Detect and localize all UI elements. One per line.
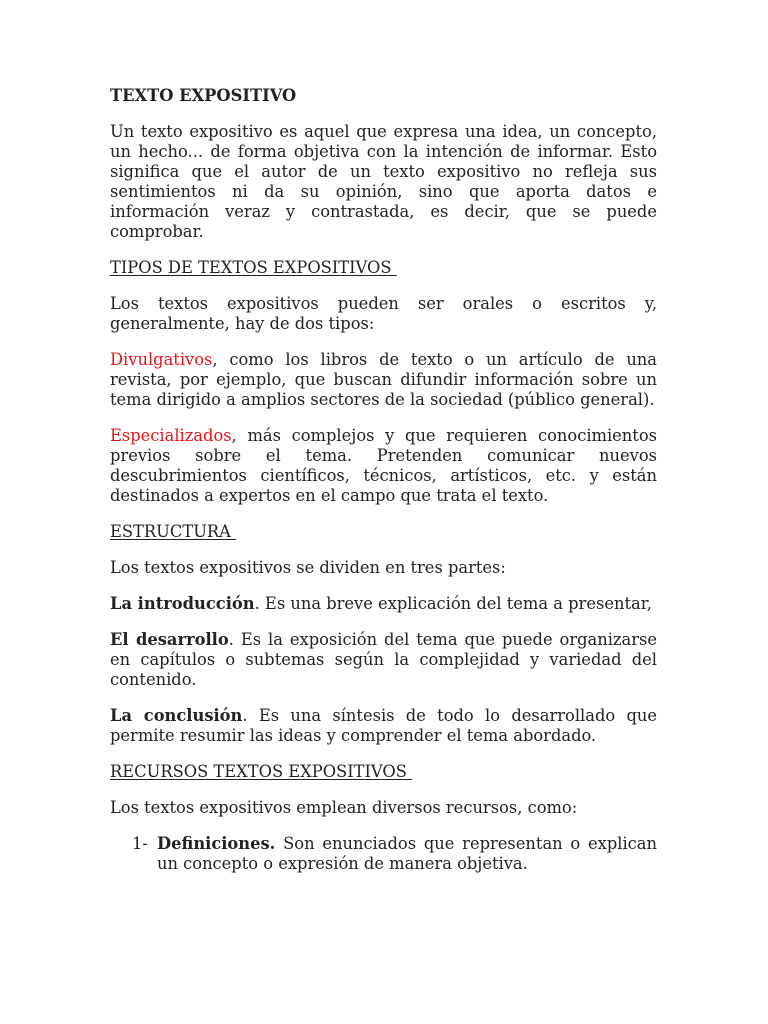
document-page — [110, 86, 657, 874]
recursos-intro-paragraph: Los textos expositivos emplean diversos recursos, como: — [110, 798, 578, 817]
list-item-body — [157, 834, 657, 873]
desarrollo-text: . Es la exposición del tema que puede organizarse en capítulos o subtemas según la complejidad y variedad del contenido. — [110, 630, 657, 689]
list-item-number: 1- — [132, 834, 148, 853]
tipos-intro-paragraph: Los textos expositivos pueden ser orales o escritos y, generalmente, hay de dos tipos: — [110, 294, 657, 333]
desarrollo-term: El desarrollo — [110, 630, 229, 649]
especializados-term: Especializados — [110, 426, 232, 445]
intro-paragraph: Un texto expositivo es aquel que expresa una idea, un concepto, un hecho... de forma objetiva con la intención de informar. Esto significa que el autor de un texto expositivo no refleja sus sentimientos ni da su opinión, sino que aporta datos e información veraz y contrastada, es decir, que se puede comprobar. — [110, 122, 657, 241]
section-heading-tipos: TIPOS DE TEXTOS EXPOSITIVOS — [110, 258, 397, 277]
introduccion-term: La introducción — [110, 594, 255, 613]
conclusion-term: La conclusión — [110, 706, 243, 725]
divulgativos-term: Divulgativos — [110, 350, 213, 369]
list-item-term: Definiciones. — [157, 834, 276, 853]
document-title: TEXTO EXPOSITIVO — [110, 86, 297, 105]
especializados-text: , más complejos y que requieren conocimientos previos sobre el tema. Pretenden comunicar nuevos descubrimientos científicos, técnicos, artísticos, etc. y están destinados a expertos en el campo que trata el texto. — [110, 426, 657, 505]
desarrollo-paragraph — [110, 630, 657, 690]
introduccion-text: . Es una breve explicación del tema a presentar, — [254, 594, 652, 613]
especializados-paragraph — [110, 426, 657, 506]
divulgativos-paragraph — [110, 350, 657, 410]
list-item — [110, 834, 657, 874]
conclusion-paragraph — [110, 706, 657, 746]
introduccion-paragraph — [110, 594, 657, 614]
list-item-text: Son enunciados que representan o explican un concepto o expresión de manera objetiva. — [157, 834, 657, 873]
section-heading-estructura: ESTRUCTURA — [110, 522, 237, 541]
estructura-intro-paragraph: Los textos expositivos se dividen en tres partes: — [110, 558, 506, 577]
conclusion-text: . Es una síntesis de todo lo desarrollado que permite resumir las ideas y comprender el tema abordado. — [110, 706, 658, 745]
recursos-list — [110, 834, 657, 874]
section-heading-recursos: RECURSOS TEXTOS EXPOSITIVOS — [110, 762, 413, 781]
divulgativos-text: , como los libros de texto o un artículo de una revista, por ejemplo, que buscan difundir información sobre un tema dirigido a amplios sectores de la sociedad (público general). — [110, 350, 657, 409]
